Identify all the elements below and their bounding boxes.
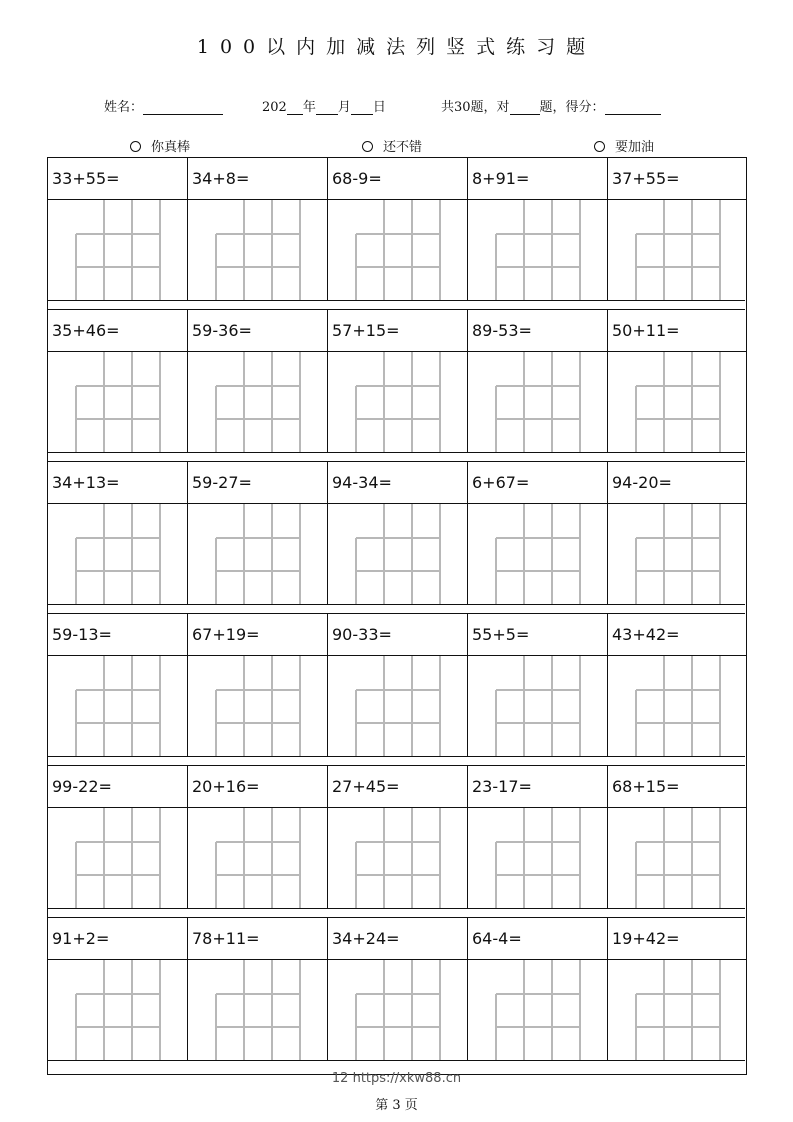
worksheet-title: 100以内加减法列竖式练习题: [196, 36, 597, 58]
problem-expression: 68-9=: [328, 158, 468, 200]
problem-expression: 27+45=: [328, 766, 468, 808]
rating-label: 你真棒: [151, 140, 191, 155]
problem-cell: [328, 310, 468, 452]
problem-expression: 8+91=: [468, 158, 608, 200]
page-number: 第 3 页: [375, 1098, 418, 1113]
problem-expression: 90-33=: [328, 614, 468, 656]
vertical-calc-area[interactable]: [328, 808, 468, 908]
vertical-calc-area[interactable]: [48, 960, 188, 1060]
vertical-calc-area[interactable]: [328, 200, 468, 300]
row-separator: [48, 756, 745, 766]
calc-grid-lines: [495, 960, 581, 1060]
problem-cell: [48, 462, 188, 604]
problem-expression: 55+5=: [468, 614, 608, 656]
calc-grid-lines: [635, 960, 721, 1060]
problem-expression: 50+11=: [608, 310, 746, 352]
calc-grid-lines: [215, 656, 301, 756]
score-label: 题，得分：: [539, 100, 605, 115]
problem-expression: 23-17=: [468, 766, 608, 808]
vertical-calc-area[interactable]: [608, 504, 746, 604]
problem-cell: [188, 766, 328, 908]
problem-expression: 59-27=: [188, 462, 328, 504]
vertical-calc-area[interactable]: [468, 200, 608, 300]
calc-grid-lines: [635, 352, 721, 452]
vertical-calc-area[interactable]: [468, 656, 608, 756]
vertical-calc-area[interactable]: [468, 504, 608, 604]
vertical-calc-area[interactable]: [608, 352, 746, 452]
calc-grid-lines: [355, 808, 441, 908]
problem-expression: 59-13=: [48, 614, 188, 656]
year-prefix: 202: [262, 100, 287, 115]
calc-grid-lines: [355, 960, 441, 1060]
vertical-calc-area[interactable]: [328, 352, 468, 452]
rating-option[interactable]: [594, 136, 654, 155]
vertical-calc-area[interactable]: [188, 352, 328, 452]
calc-grid-lines: [75, 504, 161, 604]
problem-cell: [328, 766, 468, 908]
day-label: 日: [372, 100, 386, 115]
vertical-calc-area[interactable]: [468, 808, 608, 908]
calc-grid-lines: [215, 808, 301, 908]
calc-grid-lines: [635, 656, 721, 756]
problem-cell: [608, 158, 746, 300]
calc-grid-lines: [355, 200, 441, 300]
calc-grid-lines: [215, 960, 301, 1060]
problem-expression: 67+19=: [188, 614, 328, 656]
problem-expression: 6+67=: [468, 462, 608, 504]
vertical-calc-area[interactable]: [608, 656, 746, 756]
problem-cell: [328, 918, 468, 1060]
calc-grid-lines: [215, 352, 301, 452]
calc-grid-lines: [75, 960, 161, 1060]
row-separator: [48, 300, 745, 310]
calc-grid-lines: [355, 656, 441, 756]
calc-grid-lines: [75, 808, 161, 908]
vertical-calc-area[interactable]: [328, 656, 468, 756]
calc-grid-lines: [635, 200, 721, 300]
row-separator: [48, 452, 745, 462]
day-blank[interactable]: [351, 100, 373, 115]
problem-expression: 89-53=: [468, 310, 608, 352]
calc-grid-lines: [75, 200, 161, 300]
vertical-calc-area[interactable]: [608, 200, 746, 300]
calc-grid-lines: [635, 808, 721, 908]
rating-label: 还不错: [383, 140, 423, 155]
problem-grid: [47, 157, 747, 1075]
calc-grid-lines: [215, 200, 301, 300]
rating-option[interactable]: [130, 136, 190, 155]
vertical-calc-area[interactable]: [48, 504, 188, 604]
problem-cell: [188, 918, 328, 1060]
calc-grid-lines: [495, 504, 581, 604]
vertical-calc-area[interactable]: [468, 960, 608, 1060]
problem-cell: [608, 614, 746, 756]
problem-cell: [328, 158, 468, 300]
problem-cell: [328, 462, 468, 604]
vertical-calc-area[interactable]: [328, 960, 468, 1060]
calc-grid-lines: [495, 352, 581, 452]
calc-grid-lines: [495, 808, 581, 908]
month-label: 月: [337, 100, 351, 115]
problem-expression: 59-36=: [188, 310, 328, 352]
problem-expression: 94-34=: [328, 462, 468, 504]
vertical-calc-area[interactable]: [48, 200, 188, 300]
problem-cell: [608, 766, 746, 908]
calc-grid-lines: [215, 504, 301, 604]
name-blank[interactable]: [143, 100, 223, 115]
problem-cell: [328, 614, 468, 756]
student-info-line: [0, 96, 793, 118]
circle-icon[interactable]: [362, 141, 373, 152]
problem-expression: 20+16=: [188, 766, 328, 808]
calc-grid-lines: [495, 656, 581, 756]
month-blank[interactable]: [316, 100, 338, 115]
problem-expression: 34+24=: [328, 918, 468, 960]
name-field: [104, 96, 223, 115]
problem-cell: [48, 614, 188, 756]
circle-icon[interactable]: [130, 141, 141, 152]
row-separator: [48, 908, 745, 918]
problem-cell: [608, 462, 746, 604]
problem-cell: [188, 158, 328, 300]
rating-option[interactable]: [362, 136, 422, 155]
problem-expression: 57+15=: [328, 310, 468, 352]
problem-expression: 64-4=: [468, 918, 608, 960]
problem-cell: [188, 310, 328, 452]
rating-label: 要加油: [615, 140, 655, 155]
problem-expression: 91+2=: [48, 918, 188, 960]
problem-cell: [468, 614, 608, 756]
vertical-calc-area[interactable]: [48, 352, 188, 452]
calc-grid-lines: [75, 352, 161, 452]
vertical-calc-area[interactable]: [188, 200, 328, 300]
circle-icon[interactable]: [594, 141, 605, 152]
problem-cell: [468, 766, 608, 908]
name-label: 姓名：: [104, 100, 144, 115]
problem-cell: [188, 614, 328, 756]
problem-expression: 34+8=: [188, 158, 328, 200]
problem-cell: [468, 462, 608, 604]
problem-cell: [468, 310, 608, 452]
vertical-calc-area[interactable]: [48, 656, 188, 756]
problem-cell: [48, 766, 188, 908]
calc-grid-lines: [75, 656, 161, 756]
vertical-calc-area[interactable]: [608, 960, 746, 1060]
score-blank[interactable]: [605, 100, 661, 115]
problem-cell: [608, 918, 746, 1060]
problem-expression: 34+13=: [48, 462, 188, 504]
problem-cell: [468, 918, 608, 1060]
problem-cell: [468, 158, 608, 300]
calc-grid-lines: [355, 504, 441, 604]
total-label: 共30题，对: [441, 100, 510, 115]
calc-grid-lines: [635, 504, 721, 604]
score-field: [441, 96, 661, 115]
problem-expression: 35+46=: [48, 310, 188, 352]
calc-grid-lines: [355, 352, 441, 452]
vertical-calc-area[interactable]: [328, 504, 468, 604]
vertical-calc-area[interactable]: [48, 808, 188, 908]
problem-expression: 94-20=: [608, 462, 746, 504]
problem-cell: [188, 462, 328, 604]
problem-cell: [608, 310, 746, 452]
correct-blank[interactable]: [510, 100, 540, 115]
year-blank[interactable]: [287, 100, 303, 115]
vertical-calc-area[interactable]: [188, 656, 328, 756]
vertical-calc-area[interactable]: [188, 960, 328, 1060]
vertical-calc-area[interactable]: [608, 808, 746, 908]
problem-cell: [48, 158, 188, 300]
vertical-calc-area[interactable]: [188, 808, 328, 908]
date-field: [262, 96, 386, 115]
vertical-calc-area[interactable]: [468, 352, 608, 452]
problem-expression: 19+42=: [608, 918, 746, 960]
problem-expression: 33+55=: [48, 158, 188, 200]
footer-watermark-url: 12 https://xkw88.cn: [331, 1071, 462, 1086]
row-separator: [48, 604, 745, 614]
problem-expression: 43+42=: [608, 614, 746, 656]
problem-cell: [48, 918, 188, 1060]
row-separator: [48, 1060, 745, 1070]
problem-expression: 78+11=: [188, 918, 328, 960]
vertical-calc-area[interactable]: [188, 504, 328, 604]
year-label: 年: [302, 100, 316, 115]
self-rating-row: [0, 136, 793, 156]
problem-expression: 68+15=: [608, 766, 746, 808]
problem-cell: [48, 310, 188, 452]
problem-expression: 99-22=: [48, 766, 188, 808]
problem-expression: 37+55=: [608, 158, 746, 200]
calc-grid-lines: [495, 200, 581, 300]
